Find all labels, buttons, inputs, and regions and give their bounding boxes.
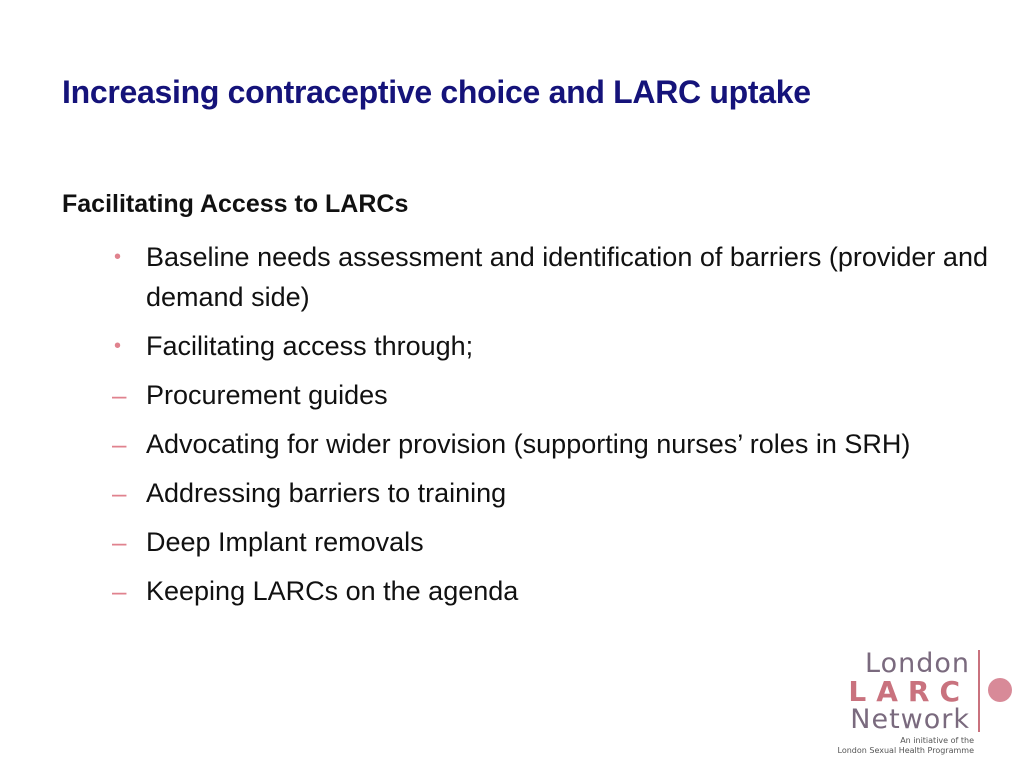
list-item [112, 571, 992, 611]
list-item-text: Facilitating access through; [146, 331, 474, 361]
logo-line-london: London [865, 648, 970, 679]
dash-marker: – [112, 429, 127, 459]
list-item [112, 522, 992, 562]
bullet-marker: • [114, 246, 122, 268]
bullet-marker: • [114, 335, 122, 357]
logo-tagline-line2: London Sexual Health Programme [837, 746, 974, 755]
list-item [112, 473, 992, 513]
logo-circle-icon [988, 678, 1012, 702]
list-item [112, 375, 992, 415]
list-item-text: Keeping LARCs on the agenda [146, 576, 519, 606]
list-item-text: Advocating for wider provision (supporting nurses’ roles in SRH) [146, 429, 911, 459]
dash-marker: – [112, 527, 127, 557]
list-item-text: Deep Implant removals [146, 527, 424, 557]
list-item [112, 326, 992, 366]
list-item [112, 237, 992, 317]
list-item-text: Procurement guides [146, 380, 388, 410]
london-larc-network-logo [838, 648, 1018, 758]
logo-tagline [838, 736, 974, 756]
section-heading: Facilitating Access to LARCs [62, 190, 409, 218]
logo-line-network: Network [850, 704, 970, 735]
logo-line-larc: LARC [848, 675, 970, 708]
dash-marker: – [112, 380, 127, 410]
dash-marker: – [112, 478, 127, 508]
list-item [112, 424, 992, 464]
logo-tagline-line1: An initiative of the [900, 736, 974, 745]
list-item-text: Addressing barriers to training [146, 478, 507, 508]
list-item-text: Baseline needs assessment and identification of barriers (provider and demand side) [146, 242, 988, 312]
bullet-list [112, 237, 992, 620]
logo-divider [978, 650, 980, 732]
slide-title: Increasing contraceptive choice and LARC uptake [62, 74, 811, 110]
dash-marker: – [112, 576, 127, 606]
